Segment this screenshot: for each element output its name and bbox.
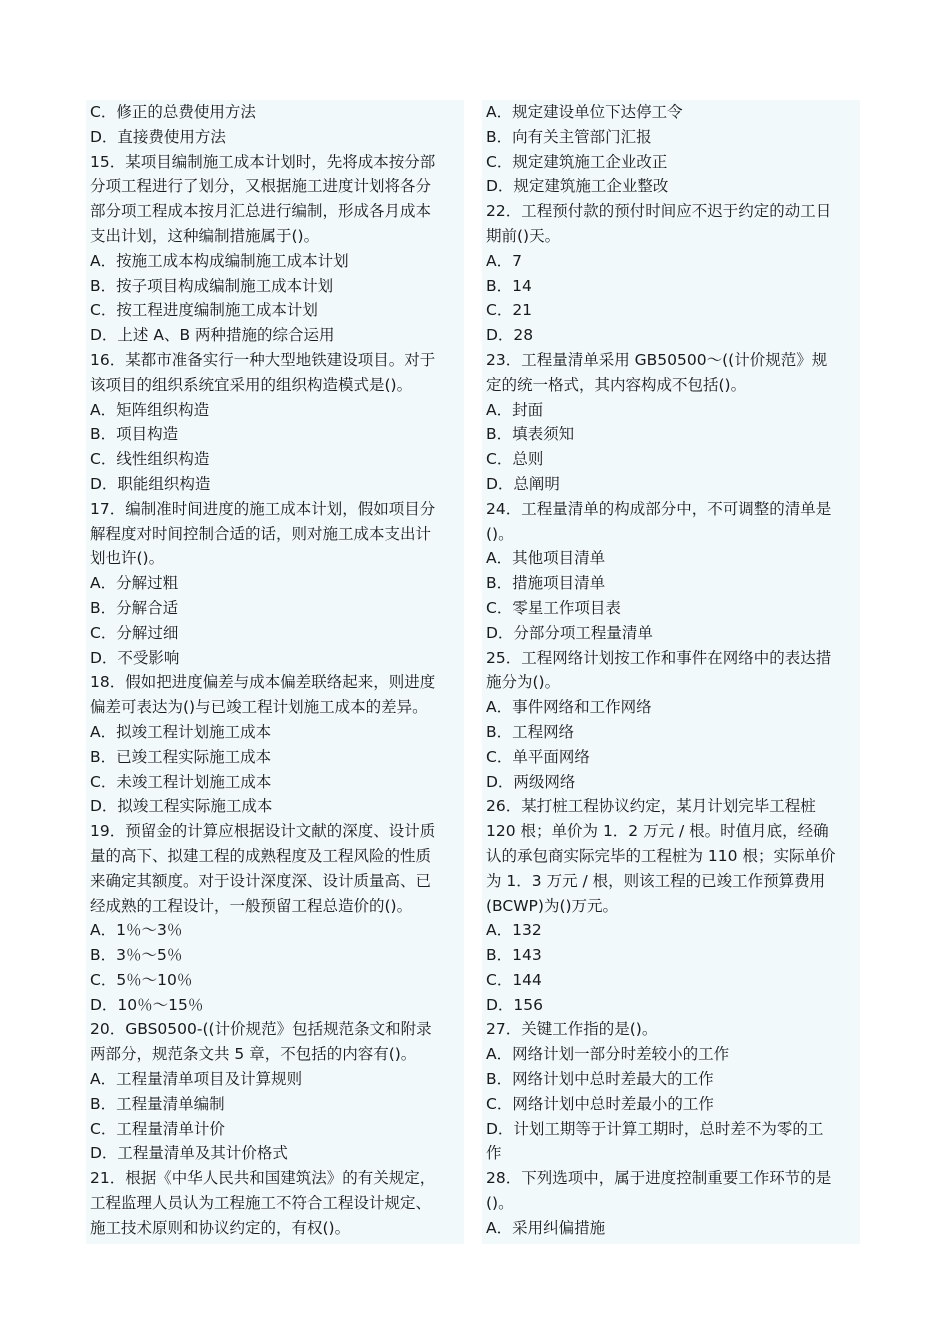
text-line: B．填表须知 (486, 425, 575, 444)
text-line: B．网络计划中总时差最大的工作 (486, 1070, 714, 1089)
text-line: A．7 (486, 251, 522, 270)
text-line: A．网络计划一部分时差较小的工作 (486, 1045, 730, 1064)
text-line: 23．工程量清单采用 GB50500～((计价规范》规 (486, 350, 828, 369)
text-line: C．21 (486, 301, 533, 320)
text-line: A．1％～3％ (90, 921, 183, 940)
text-line: 28．下列选项中，属于进度控制重要工作环节的是 (486, 1169, 832, 1188)
text-line: C．线性组织构造 (90, 450, 210, 469)
text-line: 18．假如把进度偏差与成本偏差联络起来，则进度 (90, 673, 436, 692)
text-line: 偏差可表达为()与已竣工程计划施工成本的差异。 (90, 698, 428, 717)
text-line: 25．工程网络计划按工作和事件在网络中的表达措 (486, 648, 832, 667)
text-line: 20．GBS0500-((计价规范》包括规范条文和附录 (90, 1020, 432, 1039)
text-line: ()。 (486, 524, 514, 543)
text-line: 24．工程量清单的构成部分中，不可调整的清单是 (486, 499, 832, 518)
text-line: 定的统一格式，其内容构成不包括()。 (486, 375, 747, 394)
text-line: B．3％～5％ (90, 946, 183, 965)
text-line: C．按工程进度编制施工成本计划 (90, 301, 318, 320)
text-line: 施分为()。 (486, 673, 561, 692)
text-line: 期前()天。 (486, 226, 561, 245)
text-line: C．5％～10％ (90, 970, 193, 989)
text-line: A．规定建设单位下达停工令 (486, 103, 683, 121)
text-line: A．按施工成本构成编制施工成本计划 (90, 251, 349, 270)
text-line: 19．预留金的计算应根据设计文献的深度、设计质 (90, 822, 436, 841)
text-line: B．工程网络 (486, 722, 575, 741)
text-line: 该项目的组织系统宜采用的组织构造模式是()。 (90, 375, 413, 394)
text-line: D．拟竣工程实际施工成本 (90, 797, 273, 816)
text-line: B．143 (486, 946, 542, 965)
text-line: 划也许()。 (90, 549, 165, 568)
text-line: C．单平面网络 (486, 747, 590, 766)
text-line: A．132 (486, 921, 542, 940)
text-line: B．措施项目清单 (486, 574, 606, 593)
text-line: D．职能组织构造 (90, 474, 211, 493)
left-column (86, 100, 464, 1244)
text-line: B．向有关主管部门汇报 (486, 127, 652, 146)
right-column (482, 100, 860, 1244)
text-line: A．矩阵组织构造 (90, 400, 210, 419)
text-line: D．计划工期等于计算工期时，总时差不为零的工 (486, 1119, 824, 1138)
text-line: 来确定其额度。对于设计深度深、设计质量高、已 (90, 871, 432, 890)
text-line: (BCWP)为()万元。 (486, 896, 619, 915)
text-line: C．未竣工程计划施工成本 (90, 772, 272, 791)
text-line: ()。 (486, 1194, 514, 1213)
text-line: D．直接费使用方法 (90, 127, 226, 146)
text-line: 量的高下、拟建工程的成熟程度及工程风险的性质 (90, 846, 432, 865)
text-line: 施工技术原则和协议约定的，有权()。 (90, 1218, 351, 1237)
text-line: 27．关键工作指的是()。 (486, 1020, 658, 1039)
text-line: D．工程量清单及其计价格式 (90, 1144, 288, 1163)
text-line: C．144 (486, 970, 542, 989)
text-line: 工程监理人员认为工程施工不符合工程设计规定、 (90, 1194, 432, 1213)
text-line: B．项目构造 (90, 425, 179, 444)
text-line: C．工程量清单计价 (90, 1119, 225, 1138)
text-line: A．拟竣工程计划施工成本 (90, 722, 272, 741)
text-line: C．总则 (486, 450, 544, 469)
text-line: D．两级网络 (486, 772, 576, 791)
text-line: C．零星工作项目表 (486, 598, 621, 617)
text-line: B．已竣工程实际施工成本 (90, 747, 272, 766)
text-line: D．分部分项工程量清单 (486, 623, 653, 642)
text-line: 120 根；单价为 1．2 万元 / 根。时值月底，经确 (486, 822, 829, 841)
text-line: 22．工程预付款的预付时间应不迟于约定的动工日 (486, 202, 832, 221)
text-line: C．分解过细 (90, 623, 179, 642)
text-line: B．工程量清单编制 (90, 1094, 225, 1113)
text-line: 认的承包商实际完毕的工程桩为 110 根；实际单价 (486, 846, 836, 865)
text-line: B．分解合适 (90, 598, 179, 617)
text-line: D．28 (486, 326, 534, 345)
text-line: D．规定建筑施工企业整改 (486, 177, 669, 196)
text-line: D．10％～15％ (90, 995, 204, 1014)
text-line: B．14 (486, 276, 532, 295)
text-line: 17．编制准时间进度的施工成本计划，假如项目分 (90, 499, 436, 518)
text-line: 为 1．3 万元 / 根，则该工程的已竣工作预算费用 (486, 871, 826, 890)
text-line: A．事件网络和工作网络 (486, 698, 652, 717)
text-line: 16．某都市准备实行一种大型地铁建设项目。对于 (90, 350, 436, 369)
text-line: B．按子项目构成编制施工成本计划 (90, 276, 334, 295)
text-line: D．156 (486, 995, 544, 1014)
text-line: 分项工程进行了划分，又根据施工进度计划将各分 (90, 177, 432, 196)
text-line: A．分解过粗 (90, 574, 179, 593)
text-line: 作 (486, 1144, 502, 1163)
text-line: 解程度对时间控制合适的话，则对施工成本支出计 (90, 524, 432, 543)
text-line: C．网络计划中总时差最小的工作 (486, 1094, 714, 1113)
text-line: 支出计划，这种编制措施属于()。 (90, 226, 320, 245)
text-line: 经成熟的工程设计，一般预留工程总造价的()。 (90, 896, 413, 915)
text-line: 部分项工程成本按月汇总进行编制，形成各月成本 (90, 202, 432, 221)
text-line: C．修正的总费使用方法 (90, 103, 256, 121)
text-line: A．采用纠偏措施 (486, 1218, 606, 1237)
text-line: 两部分，规范条文共 5 章，不包括的内容有()。 (90, 1045, 417, 1064)
text-line: D．不受影响 (90, 648, 180, 667)
text-line: D．总阐明 (486, 474, 560, 493)
text-line: 21．根据《中华人民共和国建筑法》的有关规定， (90, 1169, 436, 1188)
text-line: 26．某打桩工程协议约定，某月计划完毕工程桩 (486, 797, 816, 816)
text-line: A．工程量清单项目及计算规则 (90, 1070, 303, 1089)
text-line: A．其他项目清单 (486, 549, 606, 568)
text-line: D．上述 A、B 两种措施的综合运用 (90, 326, 335, 345)
text-line: A．封面 (486, 400, 544, 419)
text-line: 15．某项目编制施工成本计划时，先将成本按分部 (90, 152, 436, 171)
text-line: C．规定建筑施工企业改正 (486, 152, 668, 171)
